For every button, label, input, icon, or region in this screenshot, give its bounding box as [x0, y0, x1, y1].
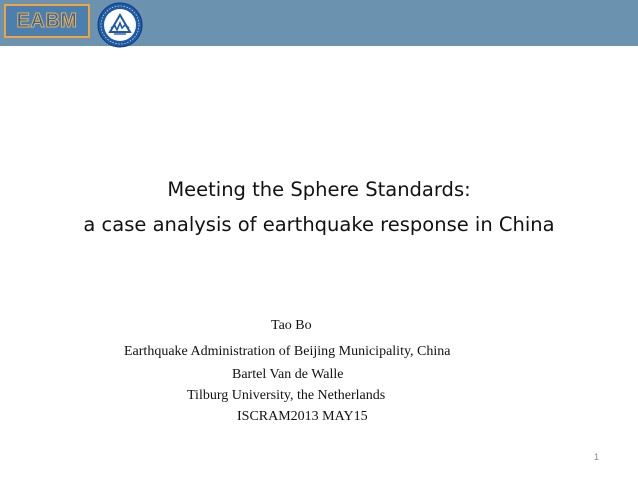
slide-title-line-1: Meeting the Sphere Standards: — [167, 178, 471, 201]
seal-logo-icon — [96, 1, 144, 49]
author-1-affiliation: Earthquake Administration of Beijing Municipality, China — [124, 344, 451, 359]
eabm-logo — [4, 4, 90, 38]
page-number: 1 — [594, 452, 600, 462]
event-label: ISCRAM2013 MAY15 — [237, 409, 368, 424]
author-1-name: Tao Bo — [271, 318, 312, 333]
slide-title-line-2: a case analysis of earthquake response in China — [83, 213, 555, 236]
author-2-name: Bartel Van de Walle — [232, 367, 344, 382]
author-2-affiliation: Tilburg University, the Netherlands — [187, 388, 386, 403]
logo-text: EABM — [16, 9, 78, 32]
header-bar — [0, 0, 638, 46]
